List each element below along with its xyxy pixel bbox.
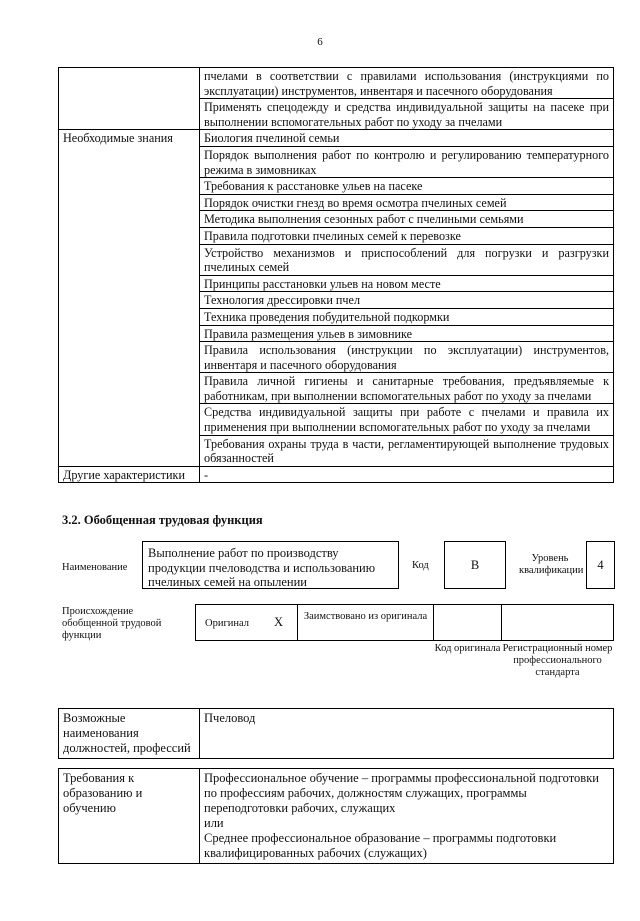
- function-name-box: [142, 541, 399, 589]
- original-cell: [195, 604, 298, 641]
- borrowed-cell: [297, 604, 434, 641]
- section-heading: 3.2. Обобщенная трудовая функция: [62, 513, 263, 527]
- original-mark: X: [274, 615, 284, 629]
- skill-row: [59, 68, 614, 99]
- knowledge-table: [58, 67, 614, 483]
- row-value: Порядок выполнения работ по контролю и регулированию температурного режима в зимовниках: [200, 146, 614, 177]
- education-line: Профессиональное обучение – программы профессиональной подготовки по профессиям рабочих, должностям служащих, программы переподготовки рабочих, служащих: [204, 771, 599, 815]
- row-value: Технология дрессировки пчел: [200, 292, 614, 309]
- level-box: [586, 541, 615, 589]
- education-table: [58, 768, 614, 864]
- row-value: Правила использования (инструкции по эксплуатации) инструментов, инвентаря и пасечного оборудования: [200, 342, 614, 373]
- code-value: B: [470, 558, 480, 572]
- other-row: [59, 466, 614, 483]
- code-box: [444, 541, 506, 589]
- row-label: [59, 68, 200, 130]
- positions-value: Пчеловод: [200, 709, 614, 759]
- education-line: или: [204, 816, 224, 830]
- row-value: Правила личной гигиены и санитарные требования, предъявляемые к работникам, при выполнении вспомогательных работ по уходу за пчелами: [200, 373, 614, 404]
- origin-code-caption: Код оригинала: [434, 643, 501, 654]
- education-line: Среднее профессиональное образование – программы подготовки квалифицированных рабочих (служащих): [204, 831, 557, 860]
- education-value: [200, 769, 614, 864]
- page-number: 6: [317, 36, 323, 48]
- origin-code-cell: [433, 604, 502, 641]
- positions-table: [58, 708, 614, 759]
- row-value: -: [200, 466, 614, 483]
- borrowed-label: Заимствовано из оригинала: [303, 611, 428, 622]
- level-label: Уровень квалификации: [519, 553, 584, 576]
- knowledge-row: [59, 130, 614, 147]
- code-label: Код: [412, 560, 429, 571]
- row-value: Требования к расстановке ульев на пасеке: [200, 178, 614, 195]
- level-value: 4: [597, 558, 604, 572]
- row-value: Применять спецодежду и средства индивидуальной защиты на пасеке при выполнении вспомогательных работ по уходу за пчелами: [200, 99, 614, 130]
- row-value: Методика выполнения сезонных работ с пчелиными семьями: [200, 211, 614, 228]
- row-value: пчелами в соответствии с правилами использования (инструкциями по эксплуатации) инструментов, инвентаря и пасечного оборудования: [200, 68, 614, 99]
- row-label: Другие характеристики: [59, 466, 200, 483]
- row-value: Принципы расстановки ульев на новом месте: [200, 275, 614, 292]
- origin-reg-cell: [501, 604, 614, 641]
- name-label: Наименование: [62, 562, 128, 573]
- row-value: Техника проведения побудительной подкормки: [200, 308, 614, 325]
- row-value: Порядок очистки гнезд во время осмотра пчелиных семей: [200, 194, 614, 211]
- original-label: Оригинал: [205, 618, 249, 629]
- row-value: Правила размещения ульев в зимовнике: [200, 325, 614, 342]
- row-value: Правила подготовки пчелиных семей к перевозке: [200, 227, 614, 244]
- row-value: Средства индивидуальной защиты при работе с пчелами и правила их применения при выполнении вспомогательных работ по уходу за пчелами: [200, 404, 614, 435]
- row-value: Биология пчелиной семьи: [200, 130, 614, 147]
- function-name-value: Выполнение работ по производству продукции пчеловодства и использованию пчелиных семей на опылении: [148, 546, 376, 589]
- row-value: Устройство механизмов и приспособлений для погрузки и разгрузки пчелиных семей: [200, 244, 614, 275]
- row-label: Необходимые знания: [59, 130, 200, 466]
- row-value: Требования охраны труда в части, регламентирующей выполнение трудовых обязанностей: [200, 435, 614, 466]
- education-label: Требования к образованию и обучению: [59, 769, 200, 864]
- positions-label: Возможные наименования должностей, профессий: [59, 709, 200, 759]
- origin-reg-caption: Регистрационный номер профессионального стандарта: [502, 643, 613, 678]
- origin-label: Происхождение обобщенной трудовой функции: [62, 606, 162, 641]
